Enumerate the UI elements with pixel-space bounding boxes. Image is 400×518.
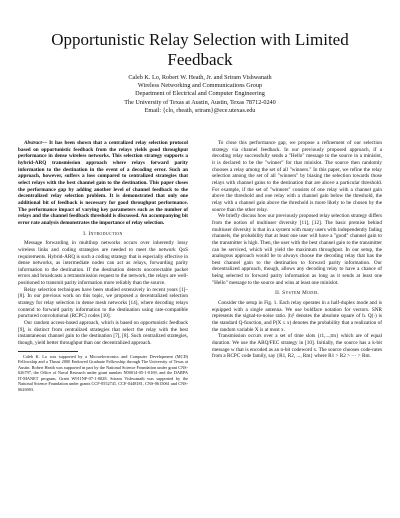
body-paragraph: To close this performance gap, we propose a refinement of our selection strategy via channel feedback. In our previously proposed approach, if a decoding relay successfully sends a "Hello" message to the source in a minislot, it is declared to be the "winner" for that minislot. The source then randomly chooses a relay among the set of all "winners." In this paper, we refine the relay selection among the set of all "winners" by biasing the selection towards those relays with channel gains to the destination that are above a particular threshold. For example, if the set of "winners" consists of one relay with a channel gain above the threshold and one relay with a channel gain below the threshold, the relay with a channel gain above the threshold is more likely to be chosen by the source than the other relay. [212, 140, 382, 213]
left-column [18, 140, 188, 392]
section-heading-introduction: I. Introduction [83, 230, 123, 237]
footnote-rule [18, 351, 78, 352]
body-paragraph: Transmission occurs over a set of time slots {t1,...,tm} which are of equal duration. We use the ARQ/FEC strategy in [10]. Initially, the source has a k-bit message w that is encoded as an n-bit codeword x. The source chooses code-rates from a RCPC code family, say {R1, R2, ..., Rm} where R1 > R2 > ··· > Rm. [212, 333, 382, 360]
body-paragraph: We briefly discuss how our previously proposed relay selection strategy differs from the notion of multiuser diversity [11], [12]. The basic premise behind multiuser diversity is that in a system with many users with independently fading channels, the probability that at least one user will have a "good" channel gain to the transmitter is high. Then, the user with the best channel gain to the transmitter can be serviced, which will yield the maximum throughput. In our setup, the analogous approach would be to always choose the decoding relay that has the best channel gain to the destination to forward parity information. Our decentralized approach, though, allows any decoding relay to have a chance of being selected to forward parity information as long as it sends at least one "Hello" message to the source and wins at least one minislot. [212, 213, 383, 286]
author-block [30, 74, 370, 115]
author-group: Wireless Networking and Communications Group [137, 82, 263, 90]
right-column [212, 140, 382, 360]
body-paragraph: Consider the setup in Fig. 1. Each relay operates in a half-duplex mode and is equipped with a single antenna. We use boldface notation for vectors. SNR represents the signal-to-noise ratio. |h|² denotes the absolute square of h. Q(·) is the standard Q-function, and P(X ≤ x) denotes the probability that a realization of the random variable X is at most x. [212, 300, 382, 333]
abstract-label: Abstract [24, 140, 42, 146]
author-names: Caleb K. Lo, Robert W. Heath, Jr. and Sriram Vishwanath [128, 74, 272, 81]
author-address: The University of Texas at Austin, Austin, Texas 78712-0240 [124, 98, 276, 106]
author-email: Email: {clo, rheath, sriram}@ece.utexas.edu [144, 106, 256, 114]
body-paragraph: Message forwarding in multihop networks occurs over inherently lossy wireless links and coding strategies are needed to meet the network QoS requirements. Hybrid-ARQ is such a coding strategy that is especially effective in dense networks, as intermediate nodes can act as relays, forwarding parity information to the destination. If the destination detects uncorrectable packet errors and broadcasts a retransmission request to the network, the relays are well-positioned to transmit parity information more reliably than the source. [18, 240, 188, 287]
section-heading-system-model: II. System Model [275, 290, 319, 297]
author-department: Department of Electrical and Computer Engineering [135, 90, 265, 98]
body-paragraph: Relay selection techniques have been studied extensively in recent years [1]–[8]. In our previous work on this topic, we proposed a decentralized selection strategy for relay selection in dense mesh networks [14], where decoding relays contend to forward parity information to the destination using rate-compatible punctured convolutional (RCPC) codes [10]. [18, 286, 188, 320]
body-paragraph: Our random access-based approach, which is based on opportunistic feedback [9], is distinct from centralized strategies that select the relay with the best instantaneous channel gain to the destination [7], [8]. Such centralized strategies, though, yield better throughput than our decentralized approach. [18, 320, 188, 347]
paper-title: Opportunistic Relay Selection with Limited Feedback [51, 30, 349, 69]
abstract-text: — It has been shown that a centralized relay selection protocol based on opportunistic feedback from the relays yields good throughput performance in dense wireless networks. This selection strategy supports a hybrid-ARQ transmission approach where relays forward parity information to the destination in the event of a decoding error. Such an approach, however, suffers a loss compared to centralized strategies that select relays with the best channel gain to the destination. This paper closes the performance gap by adding another level of channel feedback to the decentralized relay selection problem. It is demonstrated that only one additional bit of feedback is necessary for good throughput performance. The performance impact of varying key parameters such as the number of relays and the channel feedback threshold is discussed. An accompanying bit error rate analysis demonstrates the importance of relay selection. [18, 140, 188, 226]
abstract [18, 140, 188, 227]
footnote: Caleb K. Lo was supported by a Microelectronics and Computer Development (MCD) Fellowship and a Thrust 2000 Endowed Graduate Fellowship through The University of Texas at Austin. Robert Heath was supported in part by the National Science Foundation under grant CNS-626797, the Office of Naval Research under grant number N00014-05-1-0169, and the DARPA IT-MANET program, Grant W911NF-07-1-0028. Sriram Vishwanath was supported by the National Science Foundation under grants CCF-0552741, CCF-0448181, CNS-0615061 and CNS-0626903. [18, 353, 188, 392]
